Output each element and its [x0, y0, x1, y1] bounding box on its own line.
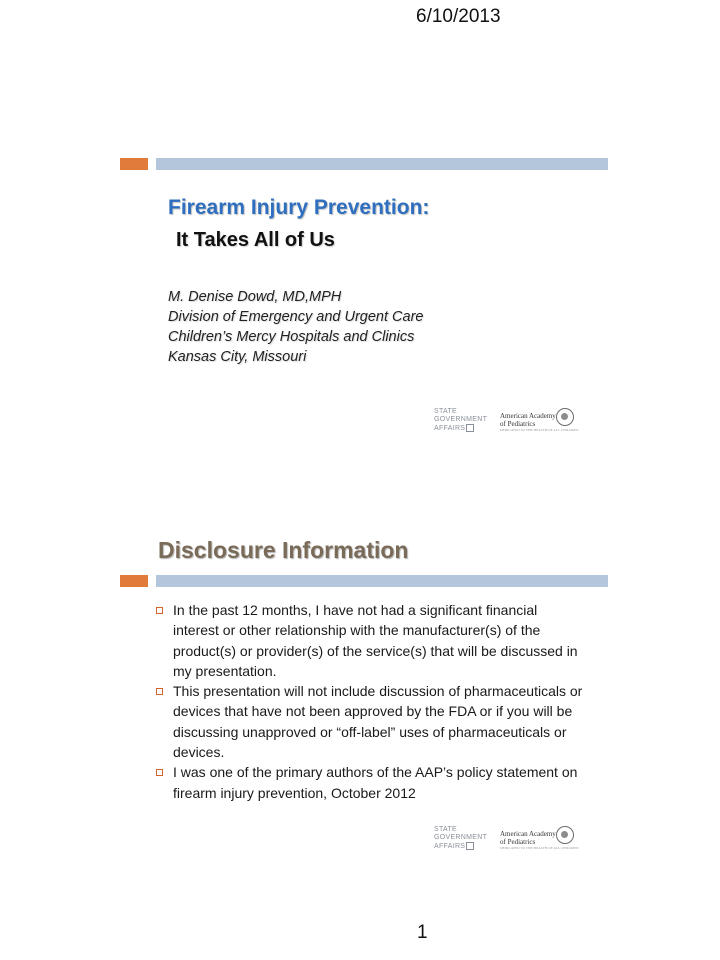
- square-bullet-icon: [156, 769, 163, 776]
- list-item: This presentation will not include discussion of pharmaceuticals or devices that have not been approved by the FDA or if you will be discussing unapproved or “off-label” uses of pharmaceuticals or devices.: [156, 681, 586, 762]
- aap-logo: American Academy of Pediatrics DEDICATED TO THE HEALTH OF ALL CHILDREN: [500, 830, 579, 850]
- aap-seal-icon: [556, 826, 574, 844]
- slide1-subtitle: It Takes All of Us: [176, 229, 335, 251]
- plus-icon: [466, 424, 474, 432]
- slide2-title: Disclosure Information: [158, 537, 409, 563]
- date-header: 6/10/2013: [416, 6, 501, 27]
- sga-logo: STATE GOVERNMENT AFFAIRS: [434, 826, 488, 850]
- accent-orange-block: [120, 158, 148, 170]
- aap-logo: American Academy of Pediatrics DEDICATED TO THE HEALTH OF ALL CHILDREN: [500, 412, 579, 432]
- slide1-author-block: [168, 287, 423, 367]
- author-location: Kansas City, Missouri: [168, 349, 307, 365]
- author-name: M. Denise Dowd, MD,MPH: [168, 289, 342, 305]
- list-item: I was one of the primary authors of the AAP’s policy statement on firearm injury prevention, October 2012: [156, 762, 586, 803]
- page-number: 1: [417, 922, 428, 943]
- slide1-logo: [434, 408, 580, 444]
- slide1-accent-bar: [120, 158, 608, 170]
- author-division: Division of Emergency and Urgent Care: [168, 309, 424, 325]
- list-item: In the past 12 months, I have not had a significant financial interest or other relationship with the manufacturer(s) of the product(s) or provider(s) of the service(s) that will be discussed in my presentation.: [156, 600, 586, 681]
- accent-orange-block: [120, 575, 148, 587]
- aap-seal-icon: [556, 408, 574, 426]
- slide2-logo: [434, 826, 580, 862]
- slide1-title: Firearm Injury Prevention:: [168, 196, 430, 219]
- plus-icon: [466, 842, 474, 850]
- accent-blue-bar: [156, 575, 608, 587]
- sga-logo: STATE GOVERNMENT AFFAIRS: [434, 408, 488, 432]
- square-bullet-icon: [156, 688, 163, 695]
- square-bullet-icon: [156, 607, 163, 614]
- author-hospital: Children’s Mercy Hospitals and Clinics: [168, 329, 415, 345]
- accent-blue-bar: [156, 158, 608, 170]
- disclosure-list: [156, 600, 586, 803]
- slide2-accent-bar: [120, 575, 608, 587]
